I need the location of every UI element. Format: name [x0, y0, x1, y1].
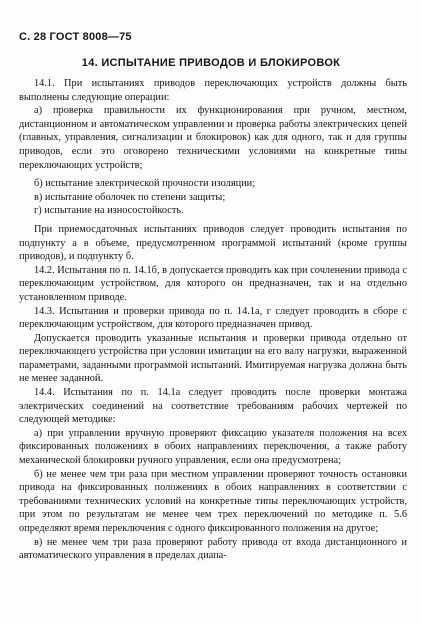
paragraph-14-1: 14.1. При испытаниях приводов переключающих устройств должны быть выполнены следующие операции:	[19, 78, 407, 103]
paragraph-imitation: Допускается проводить указанные испытания и проверки привода отдельно от переключающего устройства при условии имитации на его валу нагрузки, выраженной параметрами, заданными программой испытаний. Имитируемая нагрузка должна быть не менее заданной.	[19, 332, 407, 385]
paragraph-14-3: 14.3. Испытания и проверки привода по п. 14.1а, г следует проводить в сборе с переключающим устройством, для которого предназначен привод.	[19, 305, 407, 331]
method-item-v: в) не менее чем три раза проверяют работу привода от входа дистанционного и автоматического управления в пределах диапа-	[19, 536, 407, 562]
paragraph-14-2: 14.2. Испытания по п. 14.1б, в допускается проводить как при сочленении привода с переключающим устройством, для которого он предназначен, так и на отдельно установленном приводе.	[19, 264, 407, 303]
paragraph-14-4: 14.4. Испытания по п. 14.1а следует проводить после проверки монтажа электрических соединений на соответствие требованиям рабочих чертежей по следующей методике:	[19, 387, 407, 426]
document-body	[19, 77, 407, 563]
method-item-b: б) не менее чем три раза при местном управлении проверяют точность остановки привода на фиксированных положениях в обоих направлениях в соответствии с требованиями технических условий на конкретные типы переключающих устройств, при этом по результатам не менее чем трех переключений по методике п. 5.6 определяют время переключения с одного фиксированного положения на другое;	[19, 468, 407, 534]
list-item-a: а) проверка правильности их функционирования при ручном, местном, дистанционном и автоматическом управлении и проверка работы электрических цепей (главных, управления, сигнализации и блокировок) как для одного, так и для группы приводов, если это оговорено техническими условиями на конкретные типы переключающих устройств;	[19, 105, 407, 171]
method-item-a: а) при управлении вручную проверяют фиксацию указателя положения на всех фиксированных положениях в обоих направлениях переключения, а также работу механической блокировки ручного управления, если она предусмотрена;	[19, 427, 407, 467]
section-title: 14. ИСПЫТАНИЕ ПРИВОДОВ И БЛОКИРОВОК	[81, 57, 341, 69]
running-head: С. 28 ГОСТ 8008—75	[19, 31, 132, 43]
paragraph-acceptance-tests: При приемосдаточных испытаниях приводов следует проводить испытания по подпункту а в объеме, предусмотренном программой испытаний (кроме группы приводов), и подпункту б.	[19, 223, 407, 263]
list-item-b: б) испытание электрической прочности изоляции;	[34, 178, 256, 190]
list-item-v: в) испытание оболочек по степени защиты;	[34, 191, 226, 203]
list-item-g: г) испытание на износостойкость.	[34, 205, 184, 217]
